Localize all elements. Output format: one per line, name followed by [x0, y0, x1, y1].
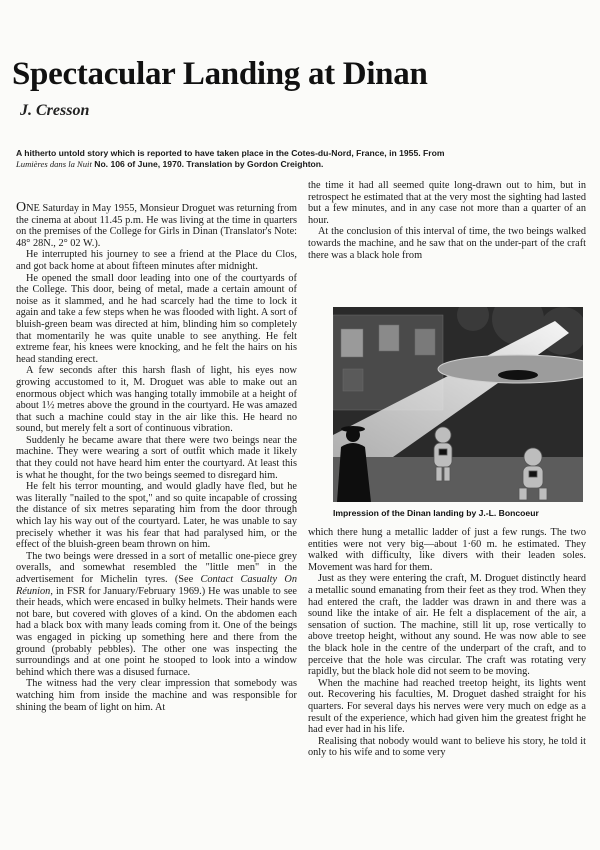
paragraph: He opened the small door leading into one of the courtyards of the College. This door, being of metal, made a certain amount of noise as it slammed, and he had scarcely had the time to lock it again and take a few steps when he was flooded with light. A sort of bluish-green beam was directed at him, blinding him so completely that momentarily he was quite unable to see anything. He felt extreme fear, his knees were knocking, and he felt the hairs on his head standing erect.	[16, 272, 297, 365]
intro-source: Lumières dans la Nuit	[16, 159, 92, 170]
paragraph: the time it had all seemed quite long-drawn out to him, but in retrospect he estimated that at the very most the sighting had lasted but a few minutes, and in any case not more than a quarter of an hour.	[308, 180, 586, 226]
illustration	[333, 307, 583, 502]
right-column-bottom	[308, 527, 586, 759]
paragraph: The two beings were dressed in a sort of metallic one-piece grey overalls, and somewhat resembled the "little men" in the advertisement for Michelin tyres. (See Contact Casualty On Réunion, in FSR for January/February 1969.) He was unable to see their heads, which were encased in bulky helmets. Their hands were not bare, but covered with gloves of a kind. On the abdomen each had a black box with many leads coming from it. One of the beings was engaged in picking up something here and there from the ground (probably pebbles). The other one was inspecting the surroundings and at one point he stooped to look into a window behind which there was a disused furnace.	[16, 550, 297, 678]
paragraph: Just as they were entering the craft, M. Droguet distinctly heard a metallic sound emanating from their feet as they trod. When they had entered the craft, the ladder was drawn in and there was a sound like the intake of air. He felt a displacement of the air, a sensation of suction. The machine, still lit up, rose vertically to above treetop height, without any sound. He was now able to see the black hole in the centre of the underpart of the craft, and to perceive that the hole was circular. The craft was rotating very rapidly, but the black hole did not seem to be moving.	[308, 573, 586, 678]
paragraph: He felt his terror mounting, and would gladly have fled, but he was literally "nailed to the spot," and so quite incapable of crossing the distance of six metres separating him from the door through which lay his way out of the courtyard. Later, he was unable to say precisely whether it was his fear that had paralysed him, or the effect of the bluish-green beam thrown on him.	[16, 481, 297, 551]
paragraph: Realising that nobody would want to believe his story, he told it only to his wife and to some very	[308, 735, 586, 759]
paragraph: The witness had the very clear impression that somebody was watching him from inside the machine and was responsible for shining the beam of light on him. At	[16, 678, 297, 713]
article-author: J. Cresson	[20, 102, 90, 119]
paragraph: At the conclusion of this interval of time, the two beings walked towards the machine, and he saw that on the under-part of the craft there was a black hole from	[308, 226, 586, 261]
right-column-top	[308, 180, 586, 261]
intro-text-2: No. 106 of June, 1970. Translation by Gordon Creighton.	[91, 159, 324, 170]
paragraph: A few seconds after this harsh flash of light, his eyes now growing accustomed to it, M. Droguet was able to make out an enormous object which was hanging totally immobile at a height of about 1½ metres above the ground in the courtyard. He was amazed that such a machine could stay in the air like this. He heard no sound, but merely felt a sort of continuous vibration.	[16, 365, 297, 435]
article-title: Spectacular Landing at Dinan	[12, 56, 428, 92]
intro-text-1: A hitherto untold story which is reported to have taken place in the Cotes-du-Nord, France, in 1955. From	[16, 148, 445, 158]
paragraph: ONE Saturday in May 1955, Monsieur Droguet was returning from the cinema at about 11.45 p.m. He was living at the time in quarters on the premises of the College for Girls in Dinan (Translator's Note: 48° 28N., 2° 02 W.).	[16, 200, 297, 249]
landing-illustration	[333, 307, 583, 502]
paragraph: Suddenly he became aware that there were two beings near the machine. They were wearing a sort of outfit which made it likely that they could not have heard him enter the courtyard. At least this is what he thought, for the two beings seemed to disregard him.	[16, 434, 297, 481]
left-column	[16, 202, 297, 713]
drop-cap: O	[16, 200, 27, 215]
craft-black-hole	[498, 370, 538, 380]
paragraph: When the machine had reached treetop height, its lights went out. Recovering his faculties, M. Droguet dashed straight for his quarters. For several days his nerves were very much on edge as a result of the experience, which had given him the greatest fright he had ever had in his life.	[308, 677, 586, 736]
article-intro	[16, 148, 456, 170]
paragraph: He interrupted his journey to see a friend at the Place du Clos, and got back home at about fifteen minutes after midnight.	[16, 249, 297, 272]
paragraph: which there hung a metallic ladder of just a few rungs. The two entities were not very big—about 1·60 m. he estimated. They walked with difficulty, like divers with their leaden soles. Movement was hard for them.	[308, 527, 586, 573]
figure-caption: Impression of the Dinan landing by J.-L. Boncoeur	[333, 508, 539, 518]
